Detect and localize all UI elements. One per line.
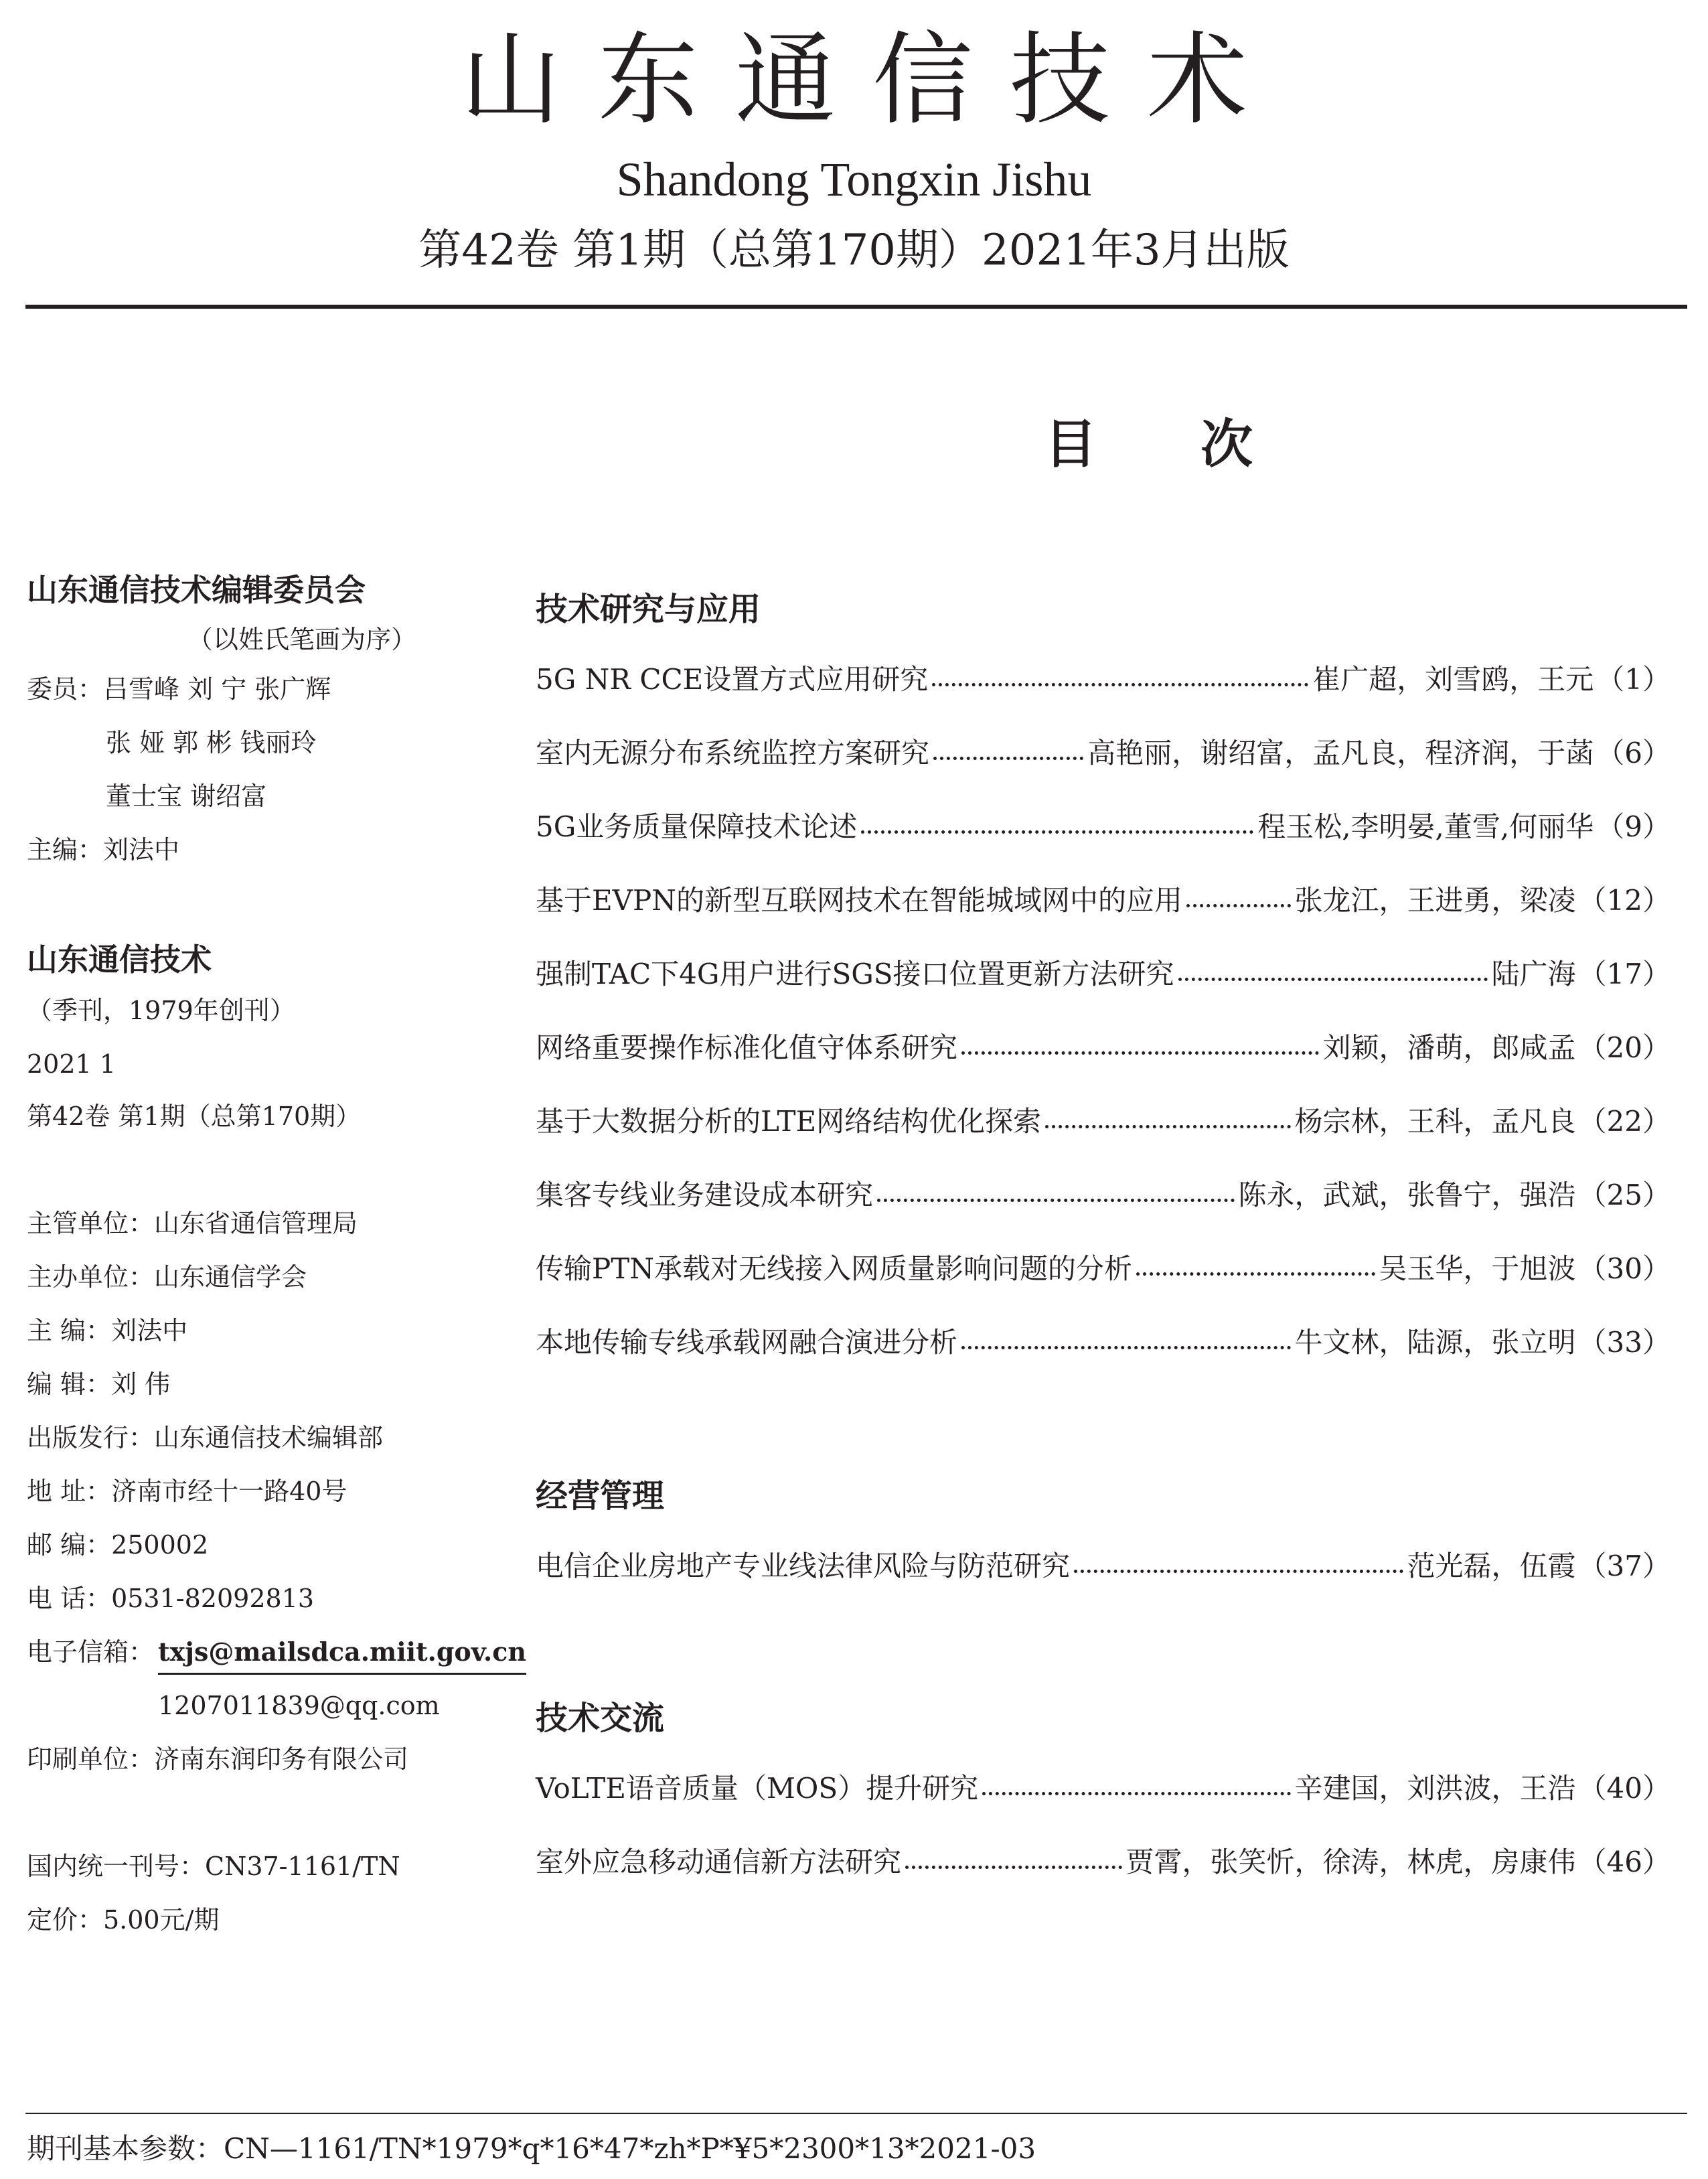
toc-entry[interactable] — [536, 1181, 1671, 1209]
committee-members-1: 委员：吕雪峰 刘 宁 张广辉 — [27, 674, 331, 704]
section-title: 技术研究与应用 — [536, 591, 761, 628]
entry-title: 传输PTN承载对无线接入网质量影响问题的分析 — [536, 1252, 1133, 1285]
entry-authors: 刘颖，潘萌，郎咸孟 — [1322, 1031, 1576, 1064]
entry-authors: 高艳丽，谢绍富，孟凡良，程济润，于菡 — [1087, 737, 1594, 769]
dot-leader — [1178, 978, 1488, 981]
journal-volume: 第42卷 第1期（总第170期） — [27, 1102, 362, 1131]
section-title: 经营管理 — [536, 1477, 665, 1515]
dot-leader — [1074, 1570, 1403, 1573]
entry-title: VoLTE语音质量（MOS）提升研究 — [536, 1772, 979, 1805]
entry-page: （37） — [1578, 1550, 1671, 1582]
entry-page: （25） — [1578, 1179, 1671, 1211]
toc-entry[interactable] — [536, 739, 1671, 767]
toc-entry[interactable] — [536, 1552, 1671, 1580]
entry-page: （17） — [1578, 958, 1671, 990]
entry-title: 基于大数据分析的LTE网络结构优化探索 — [536, 1105, 1042, 1138]
journal-parameters: 期刊基本参数：CN—1161/TN*1979*q*16*47*zh*P*¥5*2300*13*2021-03 — [27, 2132, 1036, 2165]
dot-leader — [932, 683, 1308, 686]
committee-members-3: 董士宝 谢绍富 — [106, 781, 267, 811]
address: 地 址：济南市经十一路40号 — [27, 1477, 347, 1506]
dot-leader — [961, 1051, 1319, 1055]
printer: 印刷单位：济南东润印务有限公司 — [27, 1744, 409, 1774]
dot-leader — [1186, 904, 1291, 907]
dot-leader — [933, 757, 1083, 760]
entry-authors: 程玉松,李明晏,董雪,何丽华 — [1257, 810, 1594, 843]
toc-entry[interactable] — [536, 1848, 1671, 1876]
dot-leader — [961, 1346, 1291, 1349]
toc-entry[interactable] — [536, 1105, 1671, 1138]
entry-title: 室内无源分布系统监控方案研究 — [536, 737, 930, 769]
toc-entry[interactable] — [536, 1772, 1671, 1805]
sponsor: 主办单位：山东通信学会 — [27, 1262, 307, 1292]
entry-page: （6） — [1596, 737, 1671, 769]
dot-leader — [982, 1792, 1290, 1795]
entry-title: 基于EVPN的新型互联网技术在智能城域网中的应用 — [536, 884, 1183, 917]
toc-entry[interactable] — [536, 884, 1671, 917]
toc-entry[interactable] — [536, 1252, 1671, 1285]
entry-title: 集客专线业务建设成本研究 — [536, 1179, 874, 1211]
toc-entry[interactable] — [536, 960, 1671, 988]
journal-title: 山东通信技术 — [460, 22, 1284, 139]
entry-authors: 杨宗林，王科，孟凡良 — [1294, 1105, 1576, 1138]
entry-authors: 吴玉华，于旭波 — [1379, 1252, 1576, 1285]
header-divider — [25, 305, 1687, 309]
section-title: 技术交流 — [536, 1700, 665, 1737]
dot-leader — [861, 830, 1253, 834]
entry-title: 5G NR CCE设置方式应用研究 — [536, 663, 929, 696]
journal-pinyin-title: Shandong Tongxin Jishu — [616, 153, 1092, 206]
toc-heading: 目 次 — [1044, 414, 1296, 475]
publisher: 出版发行：山东通信技术编辑部 — [27, 1423, 384, 1452]
entry-authors: 贾霄，张笑忻，徐涛，林虎，房康伟 — [1125, 1846, 1576, 1878]
entry-authors: 张龙江，王进勇，梁凌 — [1294, 884, 1576, 917]
entry-page: （33） — [1578, 1326, 1671, 1359]
entry-page: （9） — [1596, 810, 1671, 843]
toc-entry[interactable] — [536, 663, 1671, 696]
entry-authors: 崔广超，刘雪鸥，王元 — [1312, 663, 1594, 696]
entry-authors: 辛建国，刘洪波，王浩 — [1294, 1772, 1576, 1805]
dot-leader — [1136, 1272, 1375, 1276]
footer-divider — [25, 2113, 1687, 2114]
committee-members-2: 张 娅 郭 彬 钱丽玲 — [106, 728, 317, 757]
entry-title: 室外应急移动通信新方法研究 — [536, 1846, 902, 1878]
issue-line: 第42卷 第1期（总第170期）2021年3月出版 — [418, 226, 1290, 275]
entry-title: 电信企业房地产专业线法律风险与防范研究 — [536, 1550, 1071, 1582]
entry-title: 5G业务质量保障技术论述 — [536, 810, 858, 843]
entry-authors: 范光磊，伍霞 — [1407, 1550, 1576, 1582]
email-label: 电子信箱： — [27, 1637, 155, 1667]
entry-authors: 陈永，武斌，张鲁宁，强浩 — [1238, 1179, 1576, 1211]
email-link-2[interactable]: 1207011839@qq.com — [158, 1691, 440, 1720]
entry-title: 本地传输专线承载网融合演进分析 — [536, 1326, 958, 1359]
editor-in-chief: 主 编：刘法中 — [27, 1316, 188, 1345]
phone: 电 话：0531-82092813 — [27, 1584, 315, 1613]
journal-frequency: （季刊，1979年创刊） — [27, 996, 295, 1025]
price: 定价：5.00元/期 — [27, 1905, 220, 1935]
entry-authors: 牛文林，陆源，张立明 — [1294, 1326, 1576, 1359]
committee-title: 山东通信技术编辑委员会 — [27, 572, 366, 608]
entry-page: （46） — [1578, 1846, 1671, 1878]
dot-leader — [877, 1199, 1235, 1202]
toc-entry[interactable] — [536, 810, 1671, 843]
entry-page: （22） — [1578, 1105, 1671, 1138]
dot-leader — [905, 1866, 1122, 1869]
entry-page: （12） — [1578, 884, 1671, 917]
toc-entry[interactable] — [536, 1326, 1671, 1359]
entry-page: （30） — [1578, 1252, 1671, 1285]
committee-note: （以姓氏笔画为序） — [187, 625, 417, 654]
entry-page: （20） — [1578, 1031, 1671, 1064]
toc-entry[interactable] — [536, 1031, 1671, 1064]
entry-page: （40） — [1578, 1772, 1671, 1805]
postcode: 邮 编：250002 — [27, 1530, 209, 1560]
committee-chief-editor: 主编：刘法中 — [27, 835, 180, 865]
entry-page: （1） — [1596, 663, 1671, 696]
editor: 编 辑：刘 伟 — [27, 1369, 171, 1399]
issn: 国内统一刊号：CN37-1161/TN — [27, 1852, 400, 1881]
journal-name: 山东通信技术 — [27, 942, 212, 978]
journal-year-issue: 2021 1 — [27, 1049, 116, 1079]
entry-title: 网络重要操作标准化值守体系研究 — [536, 1031, 958, 1064]
entry-authors: 陆广海 — [1491, 958, 1576, 990]
email-link-1[interactable]: txjs@mailsdca.miit.gov.cn — [158, 1639, 526, 1675]
supervisor: 主管单位：山东省通信管理局 — [27, 1209, 358, 1238]
dot-leader — [1045, 1125, 1290, 1128]
entry-title: 强制TAC下4G用户进行SGS接口位置更新方法研究 — [536, 958, 1174, 990]
